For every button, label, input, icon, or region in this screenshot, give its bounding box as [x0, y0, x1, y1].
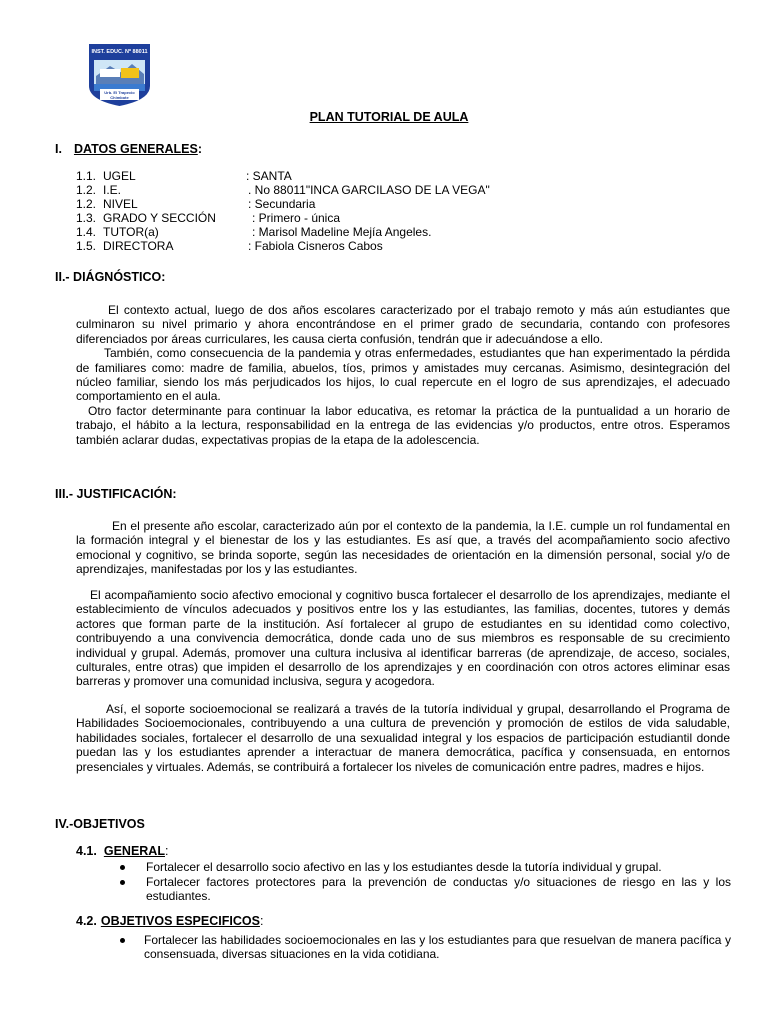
row-value: : Marisol Madeline Mejía Angeles. [252, 225, 432, 239]
row-number: 1.1. [76, 169, 97, 183]
list-item-text: Fortalecer las habilidades socioemocionales en las y los estudiantes para que resuelvan de manera pacífica y consensuada, diversas situaciones en la vida cotidiana. [144, 933, 731, 962]
bullet-icon [120, 865, 125, 870]
row-label: I.E. [103, 183, 122, 197]
row-value: : Secundaria [248, 197, 316, 211]
section-2-heading: II.- DIÁGNÓSTICO: [55, 270, 166, 284]
bullet-icon [120, 880, 125, 885]
section-4-heading: IV.-OBJETIVOS [55, 817, 145, 831]
svg-text:Urb. El Trapecio: Urb. El Trapecio [104, 90, 135, 95]
row-number: 1.5. [76, 239, 97, 253]
objetivos-especificos-number: 4.2. [76, 914, 97, 928]
datos-row-ugel [76, 169, 292, 183]
section-3-heading: III.- JUSTIFICACIÓN: [55, 487, 177, 501]
row-label: NIVEL [103, 197, 138, 211]
row-number: 1.2. [76, 197, 97, 211]
objetivos-especificos-colon: : [259, 914, 264, 928]
objetivos-especificos-label: OBJETIVOS ESPECIFICOS [100, 914, 260, 928]
diagnostico-text [76, 303, 730, 447]
datos-row-tutor [76, 225, 432, 239]
objetivo-general-colon: : [164, 844, 169, 858]
section-1-colon: : [197, 142, 202, 156]
datos-row-nivel [76, 197, 316, 211]
datos-row-ie [76, 183, 490, 197]
row-number: 1.4. [76, 225, 97, 239]
objetivo-general-number: 4.1. [76, 844, 97, 858]
section-1-title: DATOS GENERALES [73, 142, 198, 156]
datos-row-directora [76, 239, 383, 253]
svg-text:Chimbote: Chimbote [110, 95, 129, 100]
list-item-text: Fortalecer factores protectores para la prevención de conductas y/o situaciones de riesgo en las y los estudiantes. [146, 875, 731, 904]
justificacion-text-2: El acompañamiento socio afectivo emocional y cognitivo busca fortalecer el desarrollo de los aprendizajes, mediante el establecimiento de vínculos adecuados y positivos entre los y las estudiantes, las familias, docentes, tutores y demás actores que forman parte de la institución. Así fortalecer al grupo de estudiantes en su identidad como colectivo, contribuyendo a una convivencia democrática, donde cada uno de sus miembros es responsable de su crecimiento individual y grupal. Además, promover una cultura inclusiva al identificar barreras (de aprendizaje, de acceso, sociales, culturales, entre otras) que impiden el desarrollo de los aprendizajes y en coordinación con otros actores eliminar esas barreras y promover una comunidad inclusiva, segura y acogedora. [76, 588, 730, 689]
diagnostico-paragraph-3: Otro factor determinante para continuar la labor educativa, es retomar la práctica de la puntualidad a un horario de trabajo, el hábito a la lectura, responsabilidad en la entrega de las evidencias y/o productos, entre otros. Esperamos también aclarar dudas, expectativas propias de la etapa de la adolescencia. [76, 403, 730, 447]
section-1-heading [55, 142, 202, 156]
objetivo-general-label: GENERAL [103, 844, 165, 858]
row-number: 1.2. [76, 183, 97, 197]
justificacion-text-3: Así, el soporte socioemocional se realizará a través de la tutoría individual y grupal, desarrollando el Programa de Habilidades Socioemocionales, contribuyendo a una cultura de prevención y promoción de estilos de vida saludable, habilidades sociales, fortalecer el desarrollo de una sexualidad integral y los espacios de participación estudiantil donde puedan las y los estudiantes aprender a interactuar de manera democrática, pacífica y consensuada, en entornos presenciales y virtuales. Además, se contribuirá a fortalecer los niveles de comunicación entre padres, madres e hijos. [76, 702, 730, 774]
justificacion-paragraph-2 [76, 588, 730, 689]
justificacion-paragraph-3 [76, 702, 730, 774]
row-label: DIRECTORA [103, 239, 174, 253]
list-item-text: Fortalecer el desarrollo socio afectivo en las y los estudiantes desde la tutoría individual y grupal. [146, 860, 662, 874]
page-title: PLAN TUTORIAL DE AULA [309, 110, 469, 124]
diagnostico-paragraph-1: El contexto actual, luego de dos años escolares caracterizado por el trabajo remoto y más aún estudiantes que culminaron su nivel primario y ahora encontrándose en el primer grado de secundaria, contando con profesores diferenciados por áreas curriculares, les causa cierta confusión, tendrán que ir adecuándose a ello. [76, 303, 730, 346]
row-number: 1.3. [76, 211, 97, 225]
justificacion-text-1: En el presente año escolar, caracterizado aún por el contexto de la pandemia, la I.E. cumple un rol fundamental en la formación integral y el bienestar de los y las estudiantes. Es así que, a través del acompañamiento socio afectivo emocional y cognitivo, se brinda soporte, según las necesidades de orientación en la dimensión personal, social y/o de aprendizajes, manifestadas por los y las estudiantes. [76, 519, 730, 577]
datos-row-grado [76, 211, 341, 225]
row-label: TUTOR(a) [103, 225, 159, 239]
row-value: : SANTA [246, 169, 292, 183]
section-1-number: I. [55, 142, 62, 156]
row-label: GRADO Y SECCIÓN [103, 211, 216, 225]
row-label: UGEL [103, 169, 136, 183]
objetivo-general-heading [76, 844, 168, 858]
justificacion-paragraph-1 [76, 519, 730, 577]
logo-text-top: INST. EDUC. Nº 88011 [91, 49, 148, 55]
school-logo [86, 42, 153, 108]
row-value: : Fabiola Cisneros Cabos [248, 239, 383, 253]
row-value: : Primero - única [252, 211, 341, 225]
diagnostico-paragraph-2: También, como consecuencia de la pandemia y otras enfermedades, estudiantes que han experimentado la pérdida de familiares como: madre de familia, abuelos, tíos, primos y amistades muy cercanas. Asimismo, desintegración del núcleo familiar, siendo los más perjudicados los hijos, lo cual repercute en el logro de sus aprendizajes, el adecuado comportamiento en el aula. [76, 346, 730, 404]
bullet-icon [120, 938, 125, 943]
objetivos-especificos-heading [76, 914, 263, 928]
row-value: . No 88011"INCA GARCILASO DE LA VEGA" [248, 183, 490, 197]
